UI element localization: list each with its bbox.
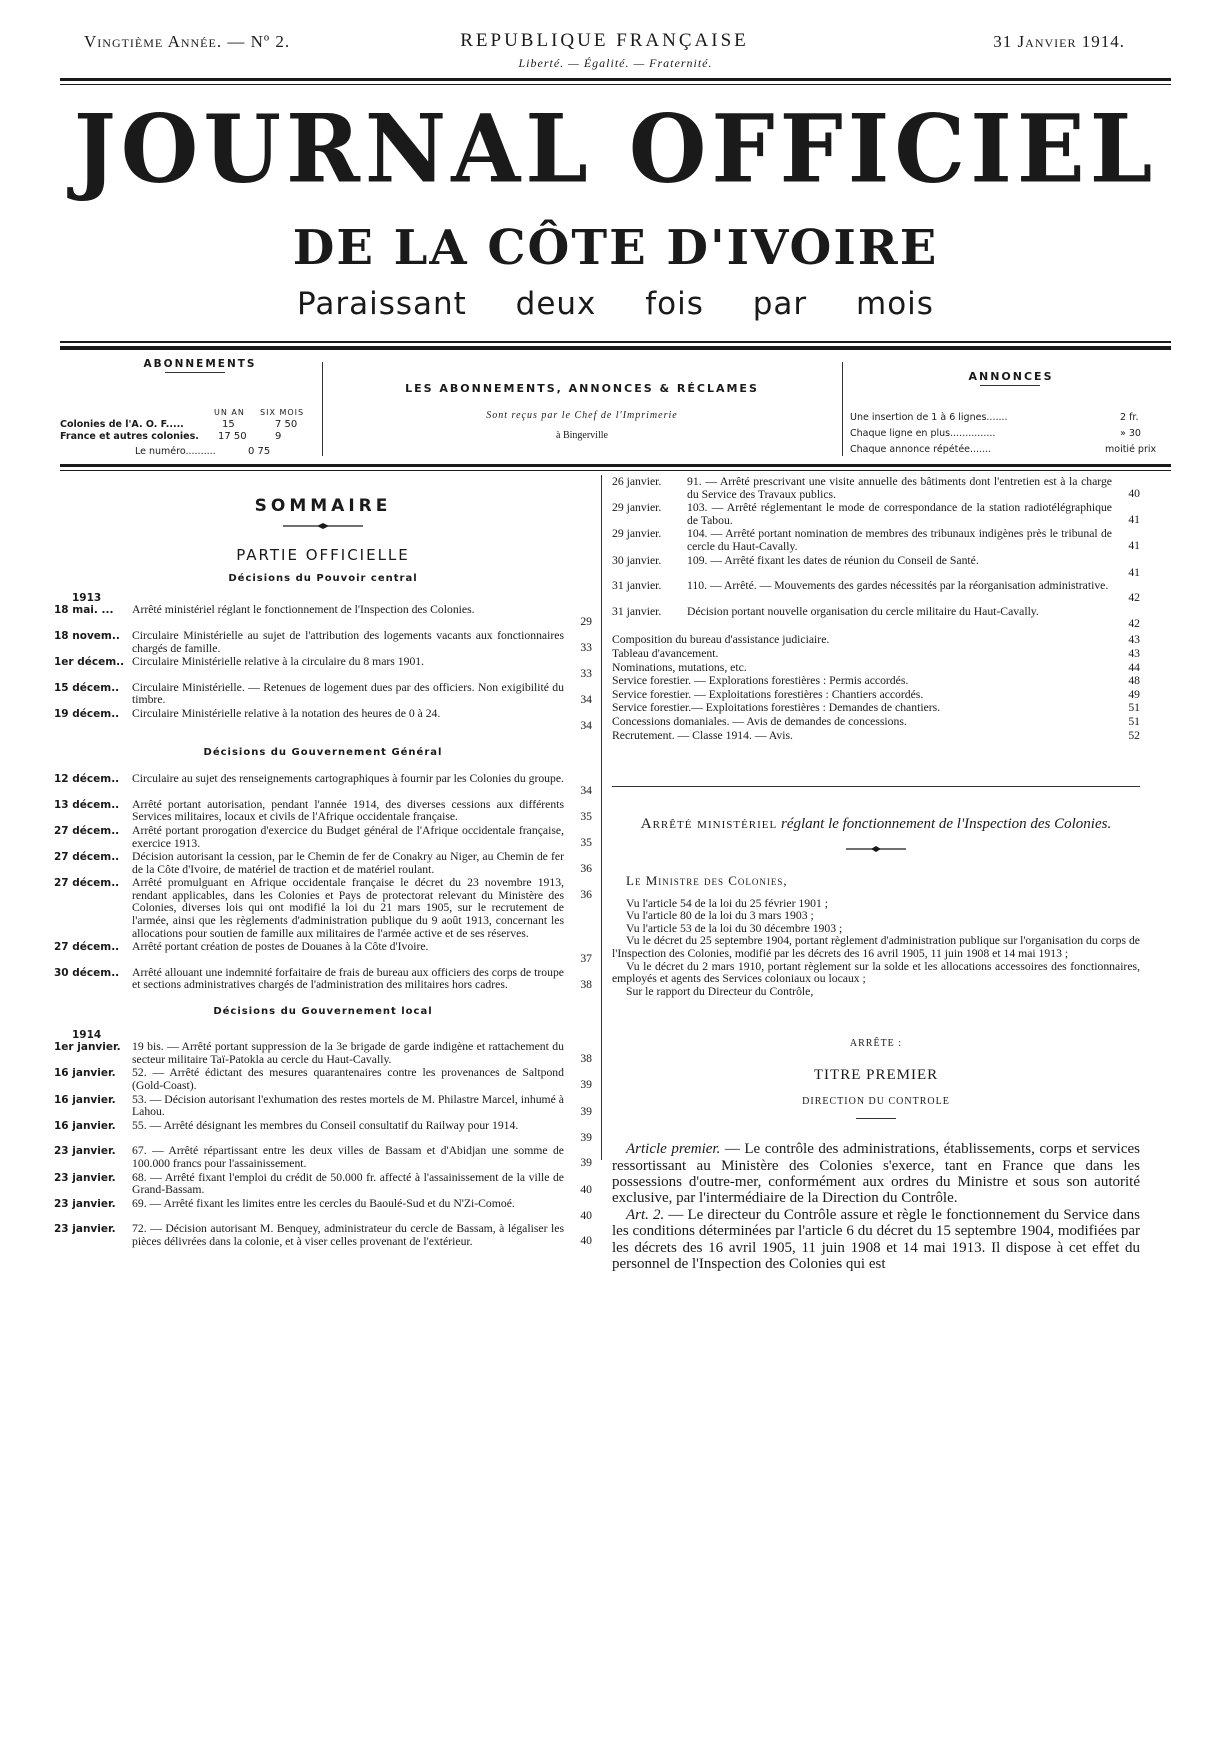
entry-date: 12 décem.. (54, 773, 120, 786)
entry-page: 52 (1128, 728, 1140, 742)
entry-date: 19 décem.. (54, 707, 120, 720)
entry-page: 38 (580, 1052, 592, 1066)
entry-page: 34 (580, 784, 592, 798)
sommaire-entry (54, 1198, 592, 1223)
entry-page: 48 (1128, 674, 1140, 688)
article-separator (612, 786, 1140, 787)
entry-text: Circulaire Ministérielle au sujet de l'attribution des logements vacants aux fonctionnaires chargés de famille. (132, 628, 564, 655)
entry-text: 68. — Arrêté fixant l'emploi du crédit de 50.000 fr. affecté à l'assainissement de la ville de Grand-Bassam. (132, 1170, 564, 1197)
title-underline (165, 372, 225, 373)
numero-label: Le numéro.......... (135, 446, 216, 457)
sommaire-entry (54, 773, 592, 798)
annonce-price-3: moitié prix (1105, 444, 1157, 455)
box-rule-bottom (60, 464, 1171, 467)
box-divider-right (842, 362, 843, 456)
entry-date: 16 janvier. (54, 1067, 116, 1080)
entry-date: 13 décem.. (54, 798, 120, 811)
row-france-six-mois: 9 (275, 431, 282, 442)
annonce-row-3: Chaque annonce répétée....... (850, 444, 992, 455)
vu-paragraph: Vu le décret du 2 mars 1910, portant règlement sur la solde et les allocations accessoires des fonctionnaires, employés et agents des Services coloniaux ou locaux ; (612, 959, 1140, 986)
column-divider (601, 475, 602, 1160)
publication-frequency: Paraissant deux fois par mois (297, 286, 934, 322)
entry-text: Arrêté promulguant en Afrique occidentale française le décret du 23 novembre 1913, rendant applicables, dans les Colonies et Pays de protectorat relevant du Ministère des Colonies, diverses lois qui ont modifié la loi du 21 mars 1905, sur le recrutement de l'armée, ainsi que les règlements d'administration publique du 9 août 1913, concernant les allocations pour soutien de famille aux militaires de l'armée active et de ses réserves. (132, 876, 564, 940)
masthead-subtitle: DE LA CÔTE D'IVOIRE (292, 220, 939, 276)
vu-paragraph: Vu le décret du 25 septembre 1904, portant règlement d'administration publique sur l'organisation du corps de l'Inspection des Colonies, modifié par les décrets des 16 avril 1905, 11 juin 1908 et 14 mai 1913 ; (612, 934, 1140, 961)
row-aof-un-an: 15 (222, 419, 235, 430)
entry-page: 35 (580, 835, 592, 849)
entry-page: 43 (1128, 633, 1140, 647)
entry-page: 39 (580, 1078, 592, 1092)
row-france-un-an: 17 50 (218, 431, 247, 442)
entry-text: 104. — Arrêté portant nomination de membres des tribunaux indigènes près le tribunal de cercle du Haut-Cavally. (687, 527, 1112, 553)
section-pouvoir-central: Décisions du Pouvoir central (228, 573, 418, 585)
vu-paragraph: Vu l'article 80 de la loi du 3 mars 1903 ; (626, 909, 814, 923)
entry-date: 1er décem.. (54, 656, 125, 669)
entry-text: 19 bis. — Arrêté portant suppression de la 3e brigade de garde indigène et rattachement du secteur militaire Taï-Patokla au cercle du Haut-Cavally. (132, 1040, 564, 1066)
sommaire-entry (54, 1041, 592, 1066)
col-six-mois: SIX MOIS (260, 408, 305, 417)
entry-page: 40 (580, 1182, 592, 1196)
masthead-title: JOURNAL OFFICIEL (73, 93, 1158, 204)
sommaire-entry (54, 604, 592, 629)
box-rule-top (60, 341, 1171, 343)
row-label-aof: Colonies de l'A. O. F..... (60, 419, 184, 430)
part-title: PARTIE OFFICIELLE (236, 545, 410, 564)
entry-page: 41 (1128, 539, 1140, 553)
center-line2: à Bingerville (556, 430, 608, 441)
entry-page: 43 (1128, 646, 1140, 660)
sommaire-entry (612, 476, 1140, 501)
entry-page: 39 (580, 1130, 592, 1144)
entry-text: Concessions domaniales. — Avis de demandes de concessions. (612, 714, 907, 728)
entry-date: 27 décem.. (54, 851, 120, 864)
entry-text: 91. — Arrêté prescrivant une visite annuelle des bâtiments dont l'entretien est à la charge du Service des Travaux publics. (687, 475, 1112, 501)
entry-date: 16 janvier. (54, 1119, 116, 1132)
box-divider-left (322, 362, 323, 456)
entry-page: 41 (1128, 565, 1140, 579)
entry-date: 27 décem.. (54, 941, 120, 954)
sommaire-entry (54, 851, 592, 876)
sommaire-entry (54, 941, 592, 966)
article-1 (612, 1141, 1140, 1207)
entry-date: 16 janvier. (54, 1093, 116, 1106)
misc-list (612, 634, 1140, 742)
arrete-label: ARRÊTE : (849, 1038, 903, 1050)
entry-text: 69. — Arrêté fixant les limites entre les cercles du Baoulé-Sud et du N'Zi-Comoé. (132, 1196, 515, 1210)
entry-page: 41 (1128, 513, 1140, 527)
entry-text: Service forestier. — Exploitations forestières : Chantiers accordés. (612, 687, 924, 701)
annonce-row-2: Chaque ligne en plus............... (850, 428, 996, 439)
sommaire-entry (54, 1094, 592, 1119)
box-rule-bottom-thin (60, 470, 1171, 471)
right-list (612, 476, 1140, 630)
sommaire-entry (54, 1120, 592, 1145)
center-title: LES ABONNEMENTS, ANNONCES & RÉCLAMES (405, 382, 759, 395)
sommaire-entry (54, 1223, 592, 1248)
entry-text: Décision portant nouvelle organisation du cercle militaire du Haut-Cavally. (687, 604, 1039, 618)
entry-date: 23 janvier. (54, 1171, 116, 1184)
entry-text: Arrêté allouant une indemnité forfaitaire de frais de bureau aux officiers des corps de troupe et sections administratives chargés de l'administration des militaires hors cadres. (132, 965, 564, 992)
entry-date: 29 janvier. (612, 501, 662, 515)
sommaire-entry (54, 630, 592, 655)
subscriptions-title: ABONNEMENTS (143, 358, 257, 370)
sec3-list (54, 1041, 592, 1248)
section-gouvernement-local: Décisions du Gouvernement local (213, 1006, 433, 1018)
sommaire-entry (54, 1172, 592, 1197)
entry-page: 36 (580, 862, 592, 876)
entry-text: Circulaire Ministérielle relative à la circulaire du 8 mars 1901. (132, 655, 425, 669)
entry-date: 23 janvier. (54, 1197, 116, 1210)
article-2-label: Art. 2. (626, 1206, 665, 1223)
entry-date: 26 janvier. (612, 475, 662, 488)
annonce-row-1: Une insertion de 1 à 6 lignes....... (850, 412, 1008, 423)
sommaire-entry (612, 502, 1140, 527)
entry-text: Composition du bureau d'assistance judiciaire. (612, 633, 830, 647)
entry-text: Arrêté portant prorogation d'exercice du Budget général de l'Afrique occidentale française, exercice 1913. (132, 823, 564, 850)
entry-page: 51 (1128, 714, 1140, 728)
sommaire-entry (612, 662, 1140, 675)
entry-date: 18 mai. ... (54, 604, 114, 617)
sommaire-entry (54, 1067, 592, 1092)
top-line (84, 22, 1125, 52)
entry-text: Arrêté portant création de postes de Douanes à la Côte d'Ivoire. (132, 940, 429, 954)
article-title (612, 815, 1140, 833)
sommaire-entry (612, 730, 1140, 743)
row-aof-six-mois: 7 50 (275, 419, 298, 430)
entry-text: Circulaire au sujet des renseignements cartographiques à fournir par les Colonies du groupe. (132, 772, 564, 786)
entry-page: 33 (580, 640, 592, 654)
article-1-label: Article premier. (626, 1141, 721, 1158)
vu-paragraph: Sur le rapport du Directeur du Contrôle, (626, 984, 814, 998)
entry-page: 34 (580, 718, 592, 732)
entry-text: Circulaire Ministérielle. — Retenues de logement dues par des officiers. Non exigibilité du timbre. (132, 680, 564, 707)
entry-page: 44 (1128, 660, 1140, 674)
entry-page: 49 (1128, 687, 1140, 701)
entry-page: 34 (580, 692, 592, 706)
entry-page: 40 (580, 1234, 592, 1248)
republic-label: REPUBLIQUE FRANÇAISE (460, 30, 749, 51)
entry-text: Nominations, mutations, etc. (612, 660, 747, 674)
top-rule (60, 78, 1171, 81)
sommaire-entry (612, 634, 1140, 647)
sommaire-entry (612, 580, 1140, 605)
entry-text: Arrêté ministériel réglant le fonctionnement de l'Inspection des Colonies. (132, 603, 475, 617)
vu-list (612, 898, 1140, 999)
minister-label: Le Ministre des Colonies, (626, 873, 788, 889)
subscription-box (60, 350, 1171, 460)
annonce-price-1: 2 fr. (1120, 412, 1139, 423)
annonces-underline (980, 385, 1040, 386)
top-rule-thin (60, 84, 1171, 85)
sommaire-entry (612, 689, 1140, 702)
entry-page: 42 (1128, 616, 1140, 630)
sommaire-column (54, 476, 592, 1250)
entry-page: 29 (580, 615, 592, 629)
entry-text: Arrêté portant autorisation, pendant l'année 1914, des diverses cessions aux différents Services militaires, locaux et civils de l'Afrique occidentale française. (132, 797, 564, 824)
entry-text: 55. — Arrêté désignant les membres du Conseil consultatif du Railway pour 1914. (132, 1118, 519, 1132)
direction-underline (856, 1118, 896, 1119)
entry-page: 36 (580, 888, 592, 902)
entry-text: 103. — Arrêté réglementant le mode de correspondance de la station radiotélégraphique de Tabou. (687, 501, 1112, 527)
entry-date: 30 décem.. (54, 966, 120, 979)
entry-text: 72. — Décision autorisant M. Benquey, administrateur du cercle de Bassam, à légaliser les pièces délivrées dans la colonie, et à viser celles provenant de l'extérieur. (132, 1222, 564, 1248)
entry-page: 37 (580, 952, 592, 966)
section-gouvernement-general: Décisions du Gouvernement Général (203, 746, 443, 758)
issue-number: Vingtième Année. — Nº 2. (84, 32, 291, 51)
entry-date: 18 novem.. (54, 629, 120, 642)
entry-text: 53. — Décision autorisant l'exhumation des restes mortels de M. Philastre Marcel, inhumé à Lahou. (132, 1092, 564, 1119)
entry-date: 23 janvier. (54, 1145, 116, 1158)
direction-label: DIRECTION DU CONTROLE (802, 1095, 950, 1107)
sec2-list (54, 773, 592, 992)
entry-text: 52. — Arrêté édictant des mesures quarantenaires contre les provenances de Saltpond (Gold-Coast). (132, 1066, 564, 1092)
motto: Liberté. — Égalité. — Fraternité. (518, 56, 713, 70)
sommaire-entry (54, 825, 592, 850)
article-1-text: — Le contrôle des administrations, établissements, corps et services ressortissant au Ministère des Colonies s'exerce, tant en France que dans les possessions d'outre-mer, conformément aux ordres du Ministre et sous son autorité exclusive, par l'intermédiaire de la Direction du Contrôle. (612, 1141, 1141, 1207)
entry-date: 23 janvier. (54, 1223, 116, 1236)
sommaire-entry (612, 716, 1140, 729)
entry-page: 51 (1128, 701, 1140, 715)
entry-text: Décision autorisant la cession, par le Chemin de fer de Conakry au Niger, au Chemin de fer de la Côte d'Ivoire, de matériel de traction et de matériel roulant. (132, 850, 564, 876)
ornament-rule (283, 519, 363, 533)
year-1914: 1914 (72, 1028, 102, 1041)
numero-price: 0 75 (248, 446, 271, 457)
entry-text: 67. — Arrêté répartissant entre les deux villes de Bassam et d'Abidjan une somme de 100.000 francs pour l'assainissement. (132, 1144, 564, 1170)
entry-text: Recrutement. — Classe 1914. — Avis. (612, 728, 793, 742)
entry-page: 40 (580, 1208, 592, 1222)
issue-date: 31 Janvier 1914. (993, 32, 1125, 51)
vu-paragraph: Vu l'article 53 de la loi du 30 décembre 1903 ; (626, 921, 843, 935)
entry-date: 31 janvier. (612, 604, 662, 618)
entry-text: Service forestier. — Explorations forestières : Permis accordés. (612, 674, 909, 688)
sec1-list (54, 604, 592, 732)
sommaire-entry (54, 656, 592, 681)
entry-date: 15 décem.. (54, 681, 120, 694)
right-column (612, 476, 1140, 1272)
sommaire-entry (612, 606, 1140, 631)
center-line1: Sont reçus par le Chef de l'Imprimerie (486, 410, 678, 421)
sommaire-entry (612, 648, 1140, 661)
entry-date: 1er janvier. (54, 1041, 121, 1054)
sommaire-entry (612, 675, 1140, 688)
article-title-type: Arrêté ministériel (640, 816, 778, 833)
entry-date: 27 décem.. (54, 877, 120, 890)
sommaire-entry (54, 682, 592, 707)
entry-date: 31 janvier. (612, 579, 662, 593)
entry-text: 109. — Arrêté fixant les dates de réunion du Conseil de Santé. (687, 553, 979, 567)
sommaire-entry (54, 877, 592, 940)
entry-date: 29 janvier. (612, 527, 662, 541)
article-title-subject: réglant le fonctionnement de l'Inspection des Colonies. (780, 816, 1112, 833)
entry-text: Circulaire Ministérielle relative à la notation des heures de 0 à 24. (132, 706, 441, 720)
entry-page: 33 (580, 667, 592, 681)
sommaire-entry (54, 708, 592, 733)
titre-premier: TITRE PREMIER (813, 1067, 939, 1084)
entry-page: 35 (580, 809, 592, 823)
entry-date: 30 janvier. (612, 553, 662, 567)
sommaire-entry (612, 702, 1140, 715)
article-2 (612, 1207, 1140, 1273)
entry-text: Tableau d'avancement. (612, 646, 719, 660)
article-ornament (846, 843, 906, 855)
entry-page: 40 (1128, 487, 1140, 500)
sommaire-entry (54, 799, 592, 824)
row-label-france: France et autres colonies. (60, 431, 199, 442)
sommaire-title: SOMMAIRE (254, 496, 392, 516)
article-2-text: — Le directeur du Contrôle assure et règle le fonctionnement du Service dans les conditions déterminées par l'article 6 du décret du 15 septembre 1904, modifiées par les décrets des 16 avril 1905, 11 juin 1908 et 14 mai 1913. Il dispose à cet effet du personnel de l'Inspection des Colonies qui est (612, 1206, 1140, 1273)
vu-paragraph: Vu l'article 54 de la loi du 25 février 1901 ; (626, 896, 828, 910)
sommaire-entry (54, 967, 592, 992)
year-1913: 1913 (72, 591, 102, 604)
col-un-an: UN AN (214, 408, 245, 417)
entry-text: Service forestier.— Exploitations forestières : Demandes de chantiers. (612, 701, 941, 715)
sommaire-entry (612, 528, 1140, 553)
annonces-title: ANNONCES (968, 370, 1054, 383)
entry-page: 39 (580, 1156, 592, 1170)
entry-page: 39 (580, 1104, 592, 1118)
sommaire-entry (54, 1145, 592, 1170)
entry-date: 27 décem.. (54, 824, 120, 837)
annonce-price-2: » 30 (1120, 428, 1141, 439)
entry-page: 42 (1128, 591, 1140, 605)
sommaire-entry (612, 555, 1140, 580)
entry-text: 110. — Arrêté. — Mouvements des gardes nécessités par la réorganisation administrative. (687, 579, 1109, 593)
entry-page: 38 (580, 977, 592, 991)
